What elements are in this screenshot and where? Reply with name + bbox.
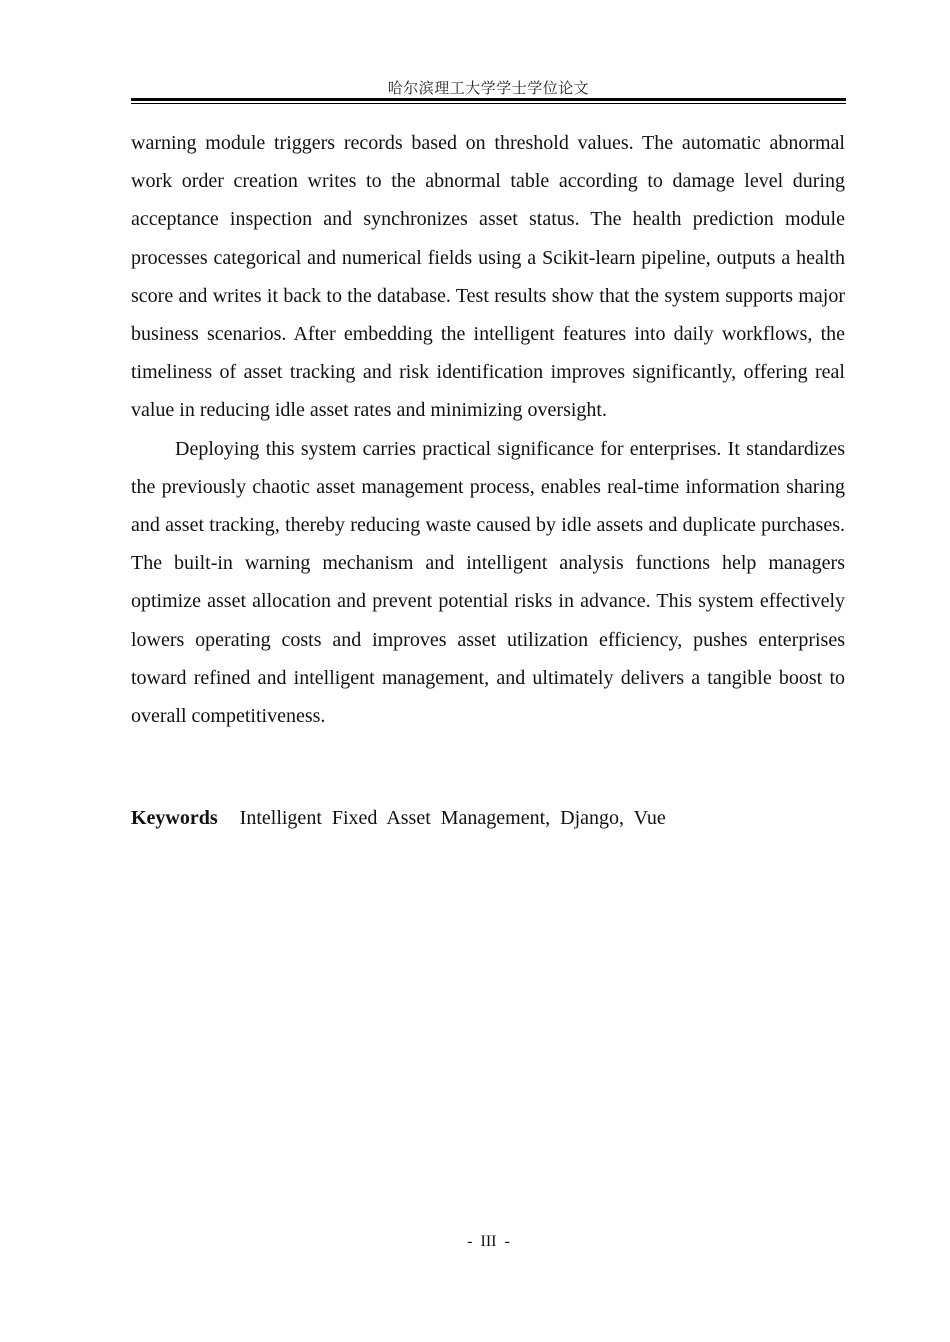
header-rule bbox=[131, 98, 846, 104]
abstract-body bbox=[131, 124, 845, 735]
page-number: - III - bbox=[467, 1233, 510, 1250]
keywords-label: Keywords bbox=[131, 807, 218, 829]
keywords-value: Intelligent Fixed Asset Management, Django, Vue bbox=[239, 807, 666, 829]
header-rule-thin bbox=[131, 103, 846, 104]
abstract-paragraph-significance: Deploying this system carries practical significance for enterprises. It standardizes the previously chaotic asset management process, enables real-time information sharing and asset tracking, thereby reducing waste caused by idle assets and duplicate purchases. The built-in warning mechanism and intelligent analysis functions help managers optimize asset allocation and prevent potential risks in advance. This system effectively lowers operating costs and improves asset utilization efficiency, pushes enterprises toward refined and intelligent management, and ultimately delivers a tangible boost to overall competitiveness. bbox=[131, 437, 845, 728]
running-header: 哈尔滨理工大学学士学位论文 bbox=[387, 79, 590, 97]
keywords-line bbox=[131, 799, 845, 837]
abstract-paragraph-continued: warning module triggers records based on threshold values. The automatic abnormal work order creation writes to the abnormal table according to damage level during acceptance inspection and synchronizes asset status. The health prediction module processes categorical and numerical fields using a Scikit-learn pipeline, outputs a health score and writes it back to the database. Test results show that the system supports major business scenarios. After embedding the intelligent features into daily workflows, the timeliness of asset tracking and risk identification improves significantly, offering real value in reducing idle asset rates and minimizing oversight. bbox=[131, 132, 845, 422]
